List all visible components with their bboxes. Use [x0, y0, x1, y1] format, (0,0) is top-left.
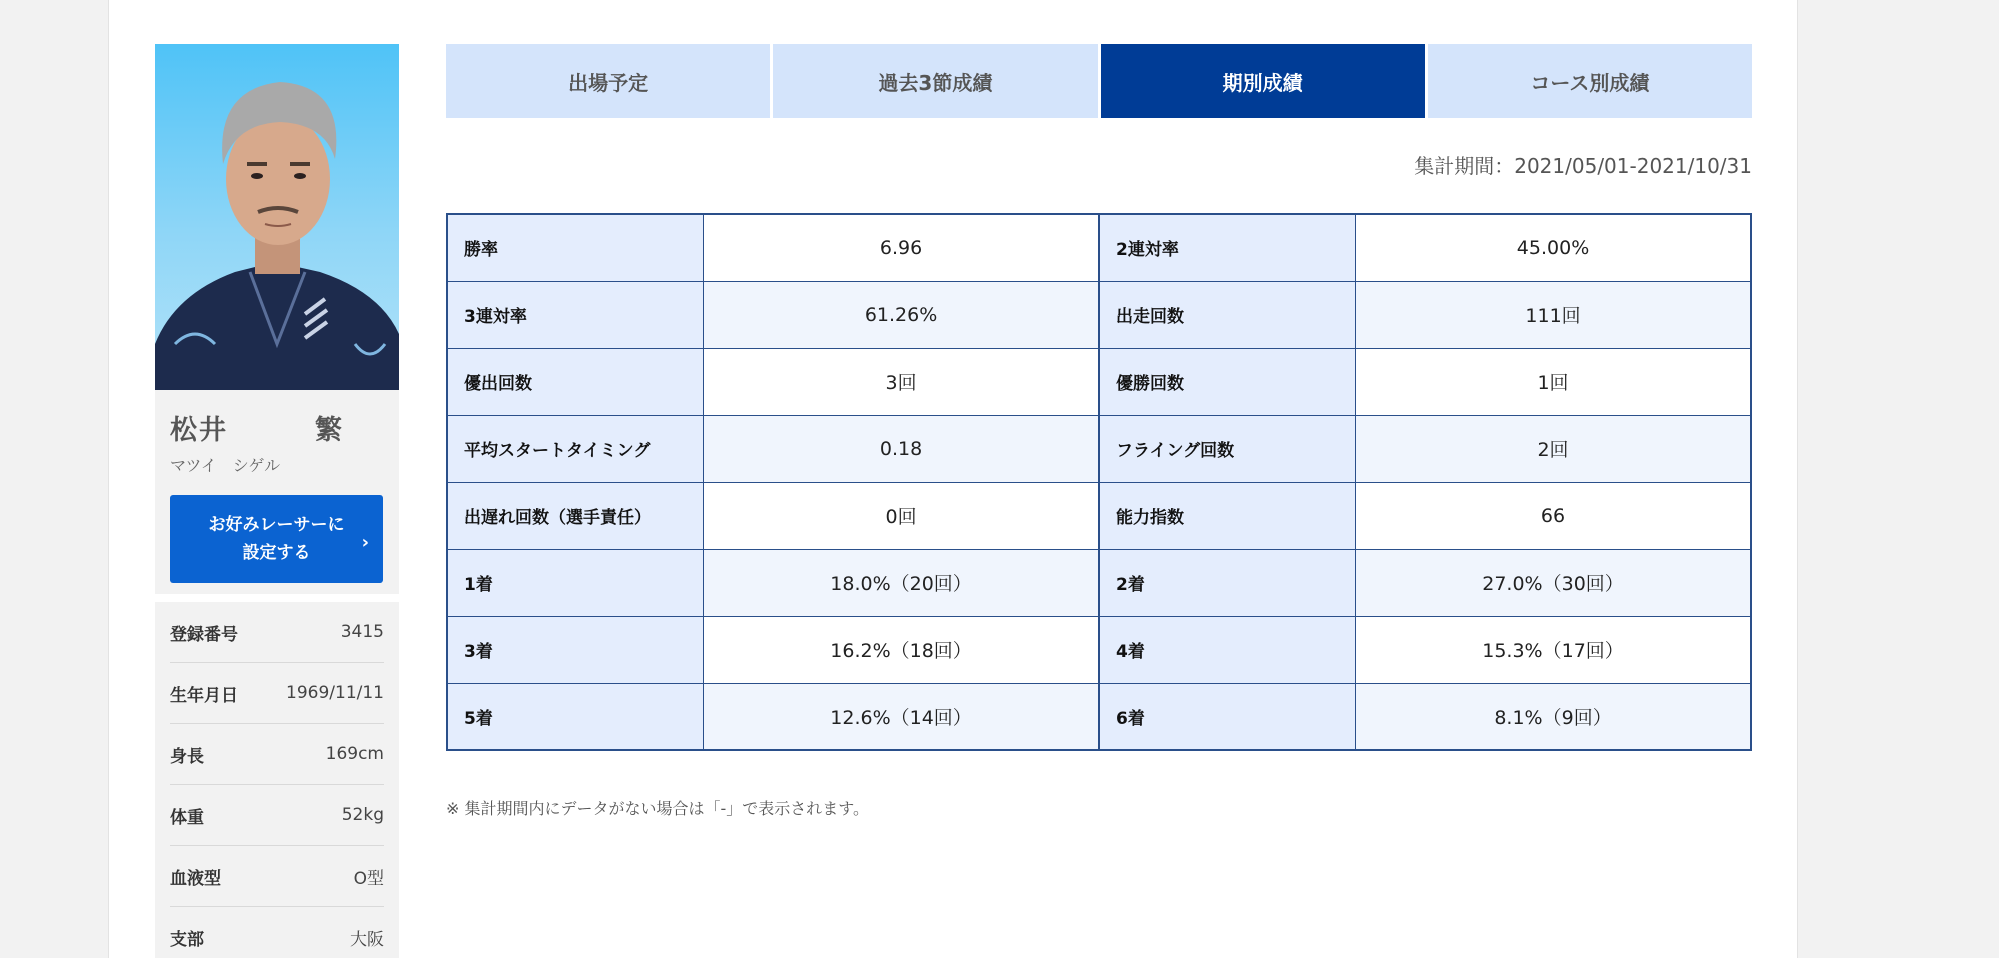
stat-label: 平均スタートタイミング — [447, 415, 704, 482]
stat-label: 5着 — [447, 683, 704, 750]
info-key: 身長 — [170, 746, 204, 767]
stat-value: 0.18 — [704, 415, 1099, 482]
stat-label: 勝率 — [447, 214, 704, 281]
stat-label: 能力指数 — [1099, 482, 1356, 549]
info-row-height — [170, 724, 384, 785]
info-key: 支部 — [170, 929, 204, 950]
info-row-weight — [170, 785, 384, 846]
info-row-birthdate — [170, 663, 384, 724]
info-key: 登録番号 — [170, 624, 238, 645]
stat-value: 15.3%（17回） — [1356, 616, 1751, 683]
table-row — [447, 415, 1751, 482]
stat-value: 66 — [1356, 482, 1751, 549]
stat-label: 1着 — [447, 549, 704, 616]
racer-info-list — [155, 602, 399, 958]
info-value: O型 — [353, 868, 384, 889]
stat-label: 3着 — [447, 616, 704, 683]
info-value: 1969/11/11 — [286, 683, 384, 703]
info-key: 血液型 — [170, 868, 221, 889]
favorite-racer-button-label: お好みレーサーに 設定する — [208, 515, 345, 563]
stat-value: 0回 — [704, 482, 1099, 549]
racer-name — [170, 408, 384, 447]
info-row-blood-type — [170, 846, 384, 907]
stat-value: 18.0%（20回） — [704, 549, 1099, 616]
favorite-racer-button[interactable] — [170, 495, 383, 583]
stat-label: 出遅れ回数（選手責任） — [447, 482, 704, 549]
stat-label: 3連対率 — [447, 281, 704, 348]
info-row-registration — [170, 602, 384, 663]
stat-value: 2回 — [1356, 415, 1751, 482]
info-key: 体重 — [170, 807, 204, 828]
name-block — [155, 390, 399, 594]
table-row — [447, 549, 1751, 616]
no-data-note: ※ 集計期間内にデータがない場合は「-」で表示されます。 — [446, 799, 869, 818]
stat-value: 12.6%（14回） — [704, 683, 1099, 750]
stat-value: 45.00% — [1356, 214, 1751, 281]
chevron-right-icon: › — [361, 532, 369, 553]
info-value: 52kg — [341, 805, 384, 825]
racer-given-name: 繁 — [315, 415, 344, 446]
table-row — [447, 482, 1751, 549]
table-row — [447, 214, 1751, 281]
stat-label: 4着 — [1099, 616, 1356, 683]
stat-label: 6着 — [1099, 683, 1356, 750]
stat-label: フライング回数 — [1099, 415, 1356, 482]
stat-label: 2連対率 — [1099, 214, 1356, 281]
aggregation-period: 集計期間：2021/05/01-2021/10/31 — [1414, 154, 1752, 178]
tab-period-results[interactable]: 期別成績 — [1101, 44, 1425, 118]
racer-family-name: 松井 — [170, 415, 228, 446]
stat-label: 優出回数 — [447, 348, 704, 415]
racer-photo — [155, 44, 399, 390]
stat-value: 6.96 — [704, 214, 1099, 281]
period-stats-table — [446, 213, 1752, 751]
info-value: 169cm — [325, 744, 384, 764]
info-key: 生年月日 — [170, 685, 238, 706]
stat-value: 3回 — [704, 348, 1099, 415]
info-value: 3415 — [340, 622, 384, 642]
info-value: 大阪 — [350, 929, 384, 950]
table-row — [447, 683, 1751, 750]
racer-name-kana: マツイ シゲル — [170, 456, 281, 475]
tab-upcoming-races[interactable]: 出場予定 — [446, 44, 770, 118]
tab-past-3-events[interactable]: 過去3節成績 — [773, 44, 1097, 118]
table-row — [447, 281, 1751, 348]
racer-profile — [155, 44, 399, 958]
info-row-branch — [170, 907, 384, 958]
racer-portrait-image — [155, 44, 399, 390]
stat-label: 出走回数 — [1099, 281, 1356, 348]
results-tabs — [446, 44, 1752, 118]
stat-value: 111回 — [1356, 281, 1751, 348]
tab-course-results[interactable]: コース別成績 — [1428, 44, 1752, 118]
stat-value: 27.0%（30回） — [1356, 549, 1751, 616]
table-row — [447, 616, 1751, 683]
stat-value: 16.2%（18回） — [704, 616, 1099, 683]
stat-label: 優勝回数 — [1099, 348, 1356, 415]
stat-label: 2着 — [1099, 549, 1356, 616]
stat-value: 1回 — [1356, 348, 1751, 415]
stat-value: 61.26% — [704, 281, 1099, 348]
stat-value: 8.1%（9回） — [1356, 683, 1751, 750]
table-row — [447, 348, 1751, 415]
